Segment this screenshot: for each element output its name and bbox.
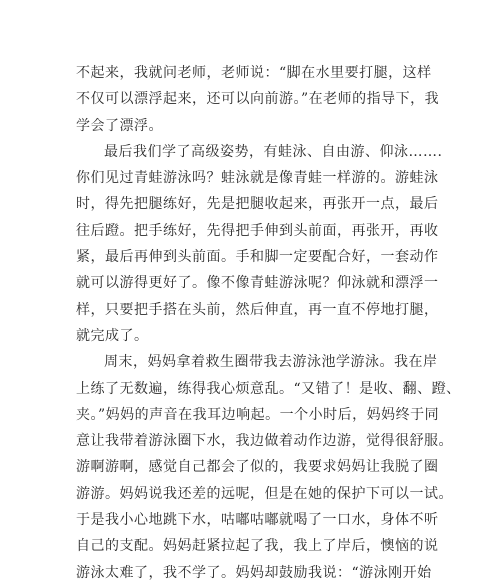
text-line: 不起来，我就问老师，老师说：“脚在水里要打腿，这样 bbox=[76, 65, 432, 81]
text-line: 学会了漂浮。 bbox=[76, 117, 163, 134]
text-line: 时，得先把腿练好，先是把腿收起来，再张开一点，最后 bbox=[76, 196, 439, 213]
text-line: 样，只要把手搭在头前，然后伸直，再一直不停地打腿， bbox=[76, 301, 439, 318]
text-line: 上练了无数遍，练得我心烦意乱。“又错了！是收、翻、蹬、 bbox=[76, 380, 461, 397]
paragraph-start-line: 最后我们学了高级姿势，有蛙泳、自由游、仰泳……. bbox=[104, 143, 443, 160]
text-line: 紧，最后再伸到头前面。手和脚一定要配合好，一套动作 bbox=[76, 249, 439, 266]
text-line: 意让我带着游泳圈下水，我边做着动作边游，觉得很舒服。 bbox=[76, 433, 453, 450]
essay-text bbox=[76, 60, 461, 586]
text-line: 游泳太难了，我不学了。妈妈却鼓励我说：“游泳刚开始 bbox=[76, 564, 432, 581]
text-line: 不仅可以漂浮起来，还可以向前游。”在老师的指导下，我 bbox=[76, 91, 440, 108]
text-line: 游啊游啊，感觉自己都会了似的，我要求妈妈让我脱了圈 bbox=[76, 459, 439, 476]
text-line: 往后蹬。把手练好，先得把手伸到头前面，再张开，再收 bbox=[76, 222, 439, 239]
paragraph-start-line: 周末，妈妈拿着救生圈带我去游泳池学游泳。我在岸 bbox=[104, 354, 438, 371]
text-line: 你们见过青蛙游泳吗？蛙泳就是像青蛙一样游的。游蛙泳 bbox=[76, 170, 439, 187]
text-line: 就完成了。 bbox=[76, 327, 149, 344]
text-line: 自己的支配。妈妈赶紧拉起了我，我上了岸后，懊恼的说 bbox=[76, 538, 439, 555]
text-line: 于是我小心地跳下水，咕嘟咕嘟就喝了一口水，身体不听 bbox=[76, 512, 439, 529]
text-line: 就可以游得更好了。像不像青蛙游泳呢？仰泳就和漂浮一 bbox=[76, 275, 439, 292]
text-line: 夹。”妈妈的声音在我耳边响起。一个小时后，妈妈终于同 bbox=[76, 406, 440, 423]
text-line: 游游。妈妈说我还差的远呢，但是在她的保护下可以一试。 bbox=[76, 485, 453, 502]
